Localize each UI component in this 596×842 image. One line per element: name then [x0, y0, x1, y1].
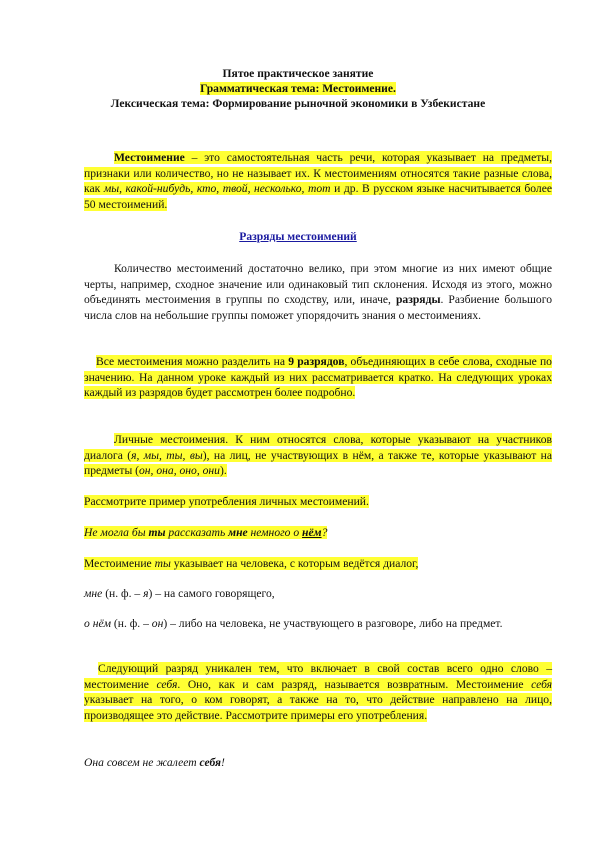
intro-paragraph: Местоимение – это самостоятельная часть речи, которая указывает на предметы, признаки или количество, но не называет их. К местоимениям относятся такие разные слова, как мы, какой-нибудь, кто, твой, несколько, тот и др. В русском языке насчитывается более 50 местоимений.: [84, 151, 552, 211]
term-pronoun: Местоимение: [114, 151, 185, 164]
note-mne: мне (н. ф. – я) – на самого говорящего,: [84, 587, 275, 600]
pronoun-examples: мы, какой-нибудь, кто, твой, несколько, тот: [103, 182, 331, 195]
paragraph-consider-example: Рассмотрите пример употребления личных местоимений.: [84, 495, 369, 508]
section-title-link[interactable]: Разряды местоимений: [239, 230, 357, 243]
note-ty: Местоимение ты указывает на человека, с которым ведётся диалог,: [84, 557, 419, 570]
example-sentence-1: Не могла бы ты рассказать мне немного о нём?: [84, 526, 328, 539]
paragraph-count: Количество местоимений достаточно велико, при этом многие из них имеют общие черты, например, сходное значение или одинаковый тип склонения. Исходя из этого, можно объединять местоимения в группы по сходству, или, иначе, разряды. Разбиение большого числа слов на небольшие группы поможет упорядочить знания о местоимениях.: [84, 262, 552, 322]
example-sentence-2: Она совсем не жалеет себя!: [84, 756, 225, 769]
paragraph-nine-categories: Все местоимения можно разделить на 9 разрядов, объединяющих в себе слова, сходные по значению. На данном уроке каждый из них рассматривается кратко. На следующих уроках каждый из разрядов будет рассмотрен более подробно.: [84, 355, 552, 399]
lexical-topic: Лексическая тема: Формирование рыночной экономики в Узбекистане: [110, 97, 486, 110]
note-o-nem: о нём (н. ф. – он) – либо на человека, не участвующего в разговоре, либо на предмет.: [84, 617, 503, 630]
title-block: [0, 66, 596, 111]
grammar-topic: Грамматическая тема: Местоимение.: [200, 82, 396, 95]
paragraph-reflexive: Следующий разряд уникален тем, что включает в свой состав всего одно слово – местоимение себя. Оно, как и сам разряд, называется возвратным. Местоимение себя указывает на того, о ком говорят, а также на то, что действие направлено на лицо, производящее это действие. Рассмотрите примеры его употребления.: [84, 662, 552, 722]
lesson-title: Пятое практическое занятие: [222, 67, 374, 80]
paragraph-personal-pronouns: Личные местоимения. К ним относятся слова, которые указывают на участников диалога (я, мы, ты, вы), на лиц, не участвующих в нём, а также те, которые указывают на предметы (он, она, оно, они).: [84, 433, 552, 477]
